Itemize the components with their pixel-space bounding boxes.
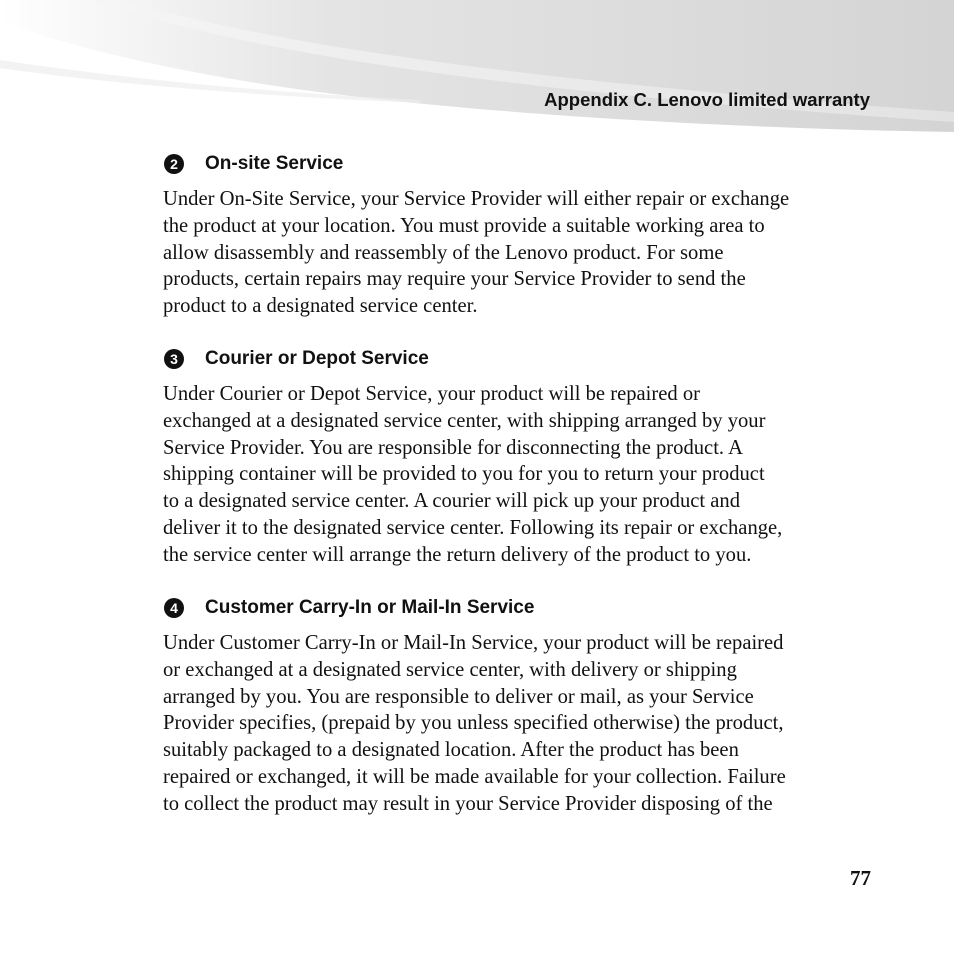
body-line: to collect the product may result in your Service Provider disposing of the: [163, 792, 773, 815]
section-title: Courier or Depot Service: [205, 348, 429, 369]
section-number-badge: 3: [164, 349, 184, 369]
body-line: exchanged at a designated service center, with shipping arranged by your: [163, 409, 766, 432]
body-line: or exchanged at a designated service center, with delivery or shipping: [163, 658, 737, 681]
body-line: Provider specifies, (prepaid by you unless specified otherwise) the product,: [163, 712, 784, 735]
body-line: Under On-Site Service, your Service Provider will either repair or exchange: [163, 188, 790, 210]
body-line: Service Provider. You are responsible for disconnecting the product. A: [163, 436, 743, 459]
body-line: suitably packaged to a designated location. After the product has been: [163, 739, 739, 762]
section-body-carry-in-mail-in: [163, 630, 873, 818]
body-line: Under Customer Carry-In or Mail-In Service, your product will be repaired: [163, 632, 784, 654]
body-line: product to a designated service center.: [163, 295, 478, 318]
section-number-badge: 2: [164, 154, 184, 174]
running-head: Appendix C. Lenovo limited warranty: [544, 89, 870, 110]
body-line: the product at your location. You must provide a suitable working area to: [163, 214, 765, 237]
section-title: Customer Carry-In or Mail-In Service: [205, 597, 535, 618]
section-number-badge: 4: [164, 598, 184, 618]
body-line: products, certain repairs may require your Service Provider to send the: [163, 268, 746, 291]
body-line: shipping container will be provided to you for you to return your product: [163, 463, 765, 486]
section-heading-on-site: [164, 153, 343, 175]
section-body-courier-depot: [163, 381, 873, 569]
body-line: arranged by you. You are responsible to deliver or mail, as your Service: [163, 685, 754, 708]
body-line: to a designated service center. A courier will pick up your product and: [163, 490, 741, 513]
body-line: deliver it to the designated service center. Following its repair or exchange,: [163, 516, 783, 539]
section-heading-courier-depot: [164, 348, 429, 370]
section-body-on-site: [163, 186, 873, 320]
section-title: On-site Service: [205, 153, 344, 174]
section-heading-carry-in-mail-in: [164, 597, 534, 619]
body-line: the service center will arrange the return delivery of the product to you.: [163, 543, 752, 566]
body-line: repaired or exchanged, it will be made available for your collection. Failure: [163, 765, 786, 788]
body-line: allow disassembly and reassembly of the Lenovo product. For some: [163, 241, 724, 264]
body-line: Under Courier or Depot Service, your product will be repaired or: [163, 383, 700, 405]
page-number: 77: [850, 866, 871, 890]
header-swoosh-decoration: [0, 0, 954, 140]
